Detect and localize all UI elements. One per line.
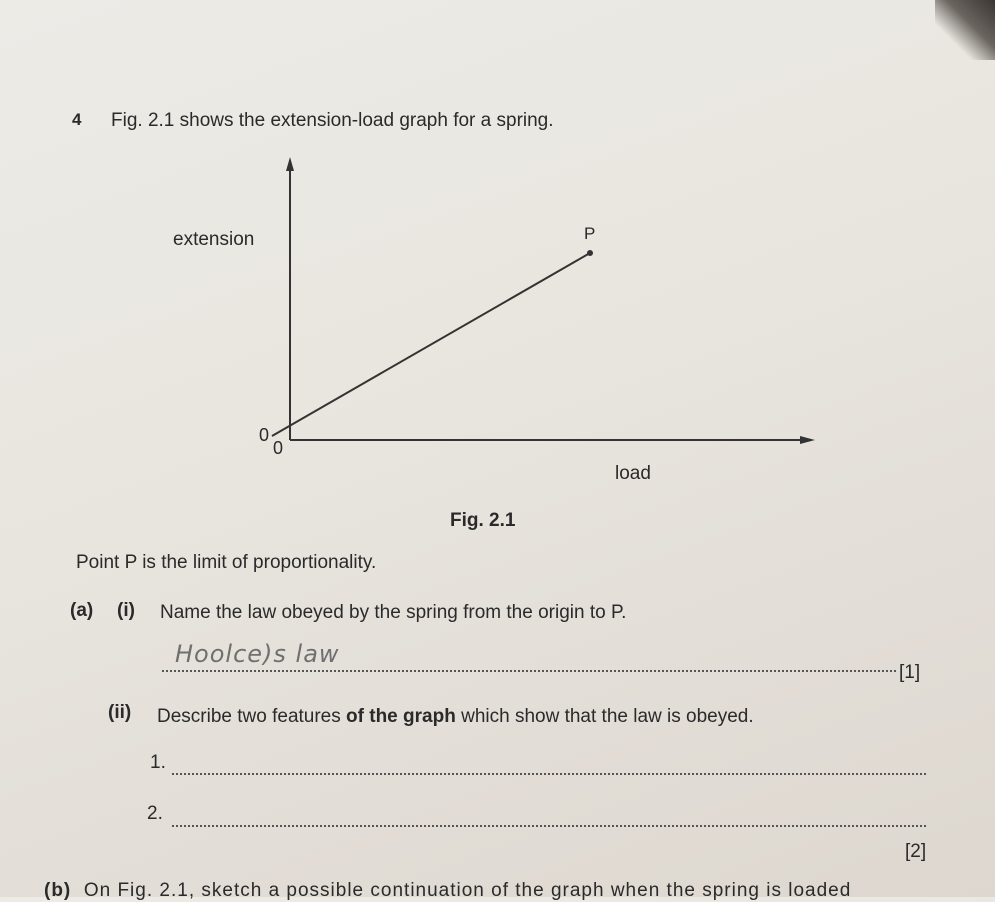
answer-line-a-i[interactable] [162, 670, 896, 672]
part-a-ii-text: Describe two features of the graph which show that the law is obeyed. [157, 706, 754, 727]
x-axis-arrow [800, 436, 815, 444]
origin-label: 0 [259, 425, 270, 445]
part-a-ii-label: (ii) [108, 702, 132, 723]
statement: Point P is the limit of proportionality. [76, 552, 377, 573]
answer-line-1[interactable] [172, 773, 926, 775]
proportional-line [272, 253, 590, 436]
x-axis-label: load [615, 463, 651, 484]
point-p [587, 250, 593, 256]
question-intro: Fig. 2.1 shows the extension-load graph for a spring. [111, 110, 554, 131]
part-a-i-label: (i) [117, 600, 135, 621]
y-axis-label: extension [173, 229, 255, 250]
origin-label-2: 0 [273, 438, 284, 458]
y-axis-arrow [286, 157, 294, 171]
answer-line-2-label: 2. [147, 803, 163, 824]
answer-line-1-label: 1. [150, 752, 166, 773]
question-number: 4 [72, 110, 82, 129]
part-b-text: (b) On Fig. 2.1, sketch a possible continuation of the graph when the spring is loaded [44, 880, 852, 901]
answer-line-2[interactable] [172, 825, 926, 827]
point-p-label: P [584, 224, 596, 243]
marks-a-ii: [2] [905, 841, 927, 862]
figure-caption: Fig. 2.1 [450, 510, 516, 531]
part-a-i-text: Name the law obeyed by the spring from the origin to P. [160, 602, 627, 623]
marks-a-i: [1] [899, 662, 921, 683]
part-a-label: (a) [70, 600, 94, 621]
handwritten-answer: Hoolce)s law [175, 640, 340, 668]
